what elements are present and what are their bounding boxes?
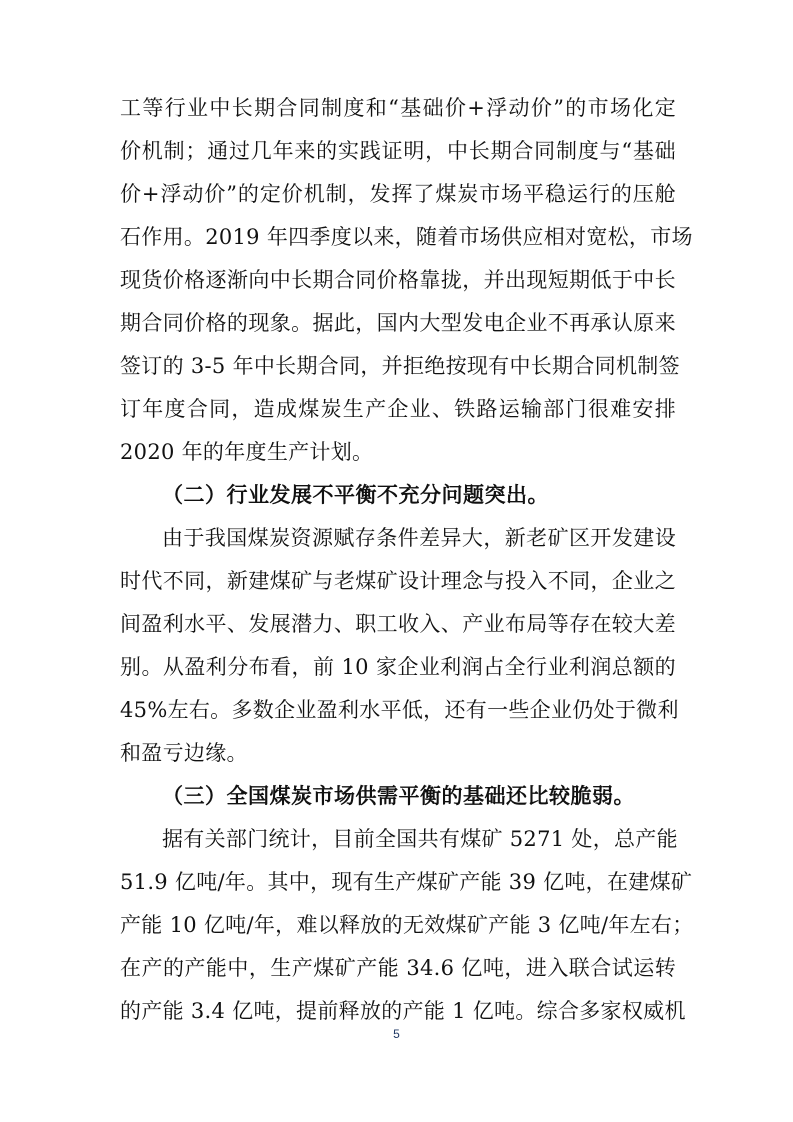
paragraph-2-line-6: 和盈亏边缘。 bbox=[120, 741, 248, 765]
paragraph-1-line-4: 石作用。2019 年四季度以来，随着市场供应相对宽松，市场 bbox=[120, 225, 693, 249]
paragraph-2-line-3: 间盈利水平、发展潜力、职工收入、产业布局等存在较大差 bbox=[120, 612, 676, 636]
paragraph-1-line-8: 订年度合同，造成煤炭生产企业、铁路运输部门很难安排 bbox=[120, 397, 676, 421]
paragraph-3-line-2: 51.9 亿吨/年。其中，现有生产煤矿产能 39 亿吨，在建煤矿 bbox=[120, 870, 693, 894]
paragraph-1-line-7: 签订的 3-5 年中长期合同，并拒绝按现有中长期合同机制签 bbox=[120, 354, 680, 378]
paragraph-1-line-1: 工等行业中长期合同制度和“基础价+浮动价”的市场化定 bbox=[120, 96, 676, 120]
paragraph-1-line-9: 2020 年的年度生产计划。 bbox=[120, 440, 374, 464]
page-number: 5 bbox=[393, 1027, 400, 1041]
paragraph-2-line-2: 时代不同，新建煤矿与老煤矿设计理念与投入不同，企业之 bbox=[120, 569, 676, 593]
paragraph-1-line-6: 期合同价格的现象。据此，国内大型发电企业不再承认原来 bbox=[120, 311, 676, 335]
paragraph-1-line-2: 价机制；通过几年来的实践证明，中长期合同制度与“基础 bbox=[120, 139, 676, 163]
paragraph-1-line-3: 价+浮动价”的定价机制，发挥了煤炭市场平稳运行的压舱 bbox=[120, 182, 676, 206]
section-heading-2: （二）行业发展不平衡不充分问题突出。 bbox=[162, 482, 549, 507]
paragraph-2-line-5: 45%左右。多数企业盈利水平低，还有一些企业仍处于微利 bbox=[120, 698, 679, 722]
paragraph-3-line-4: 在产的产能中，生产煤矿产能 34.6 亿吨，进入联合试运转 bbox=[120, 956, 676, 980]
paragraph-3-line-1: 据有关部门统计，目前全国共有煤矿 5271 处，总产能 bbox=[162, 827, 678, 851]
paragraph-2-line-1: 由于我国煤炭资源赋存条件差异大，新老矿区开发建设 bbox=[162, 526, 676, 550]
paragraph-3-line-3: 产能 10 亿吨/年，难以释放的无效煤矿产能 3 亿吨/年左右； bbox=[120, 913, 694, 937]
paragraph-1-line-5: 现货价格逐渐向中长期合同价格靠拢，并出现短期低于中长 bbox=[120, 268, 676, 292]
paragraph-3-line-5: 的产能 3.4 亿吨，提前释放的产能 1 亿吨。综合多家权威机 bbox=[120, 999, 686, 1023]
section-heading-3: （三）全国煤炭市场供需平衡的基础还比较脆弱。 bbox=[162, 783, 635, 808]
paragraph-2-line-4: 别。从盈利分布看，前 10 家企业利润占全行业利润总额的 bbox=[120, 655, 676, 679]
